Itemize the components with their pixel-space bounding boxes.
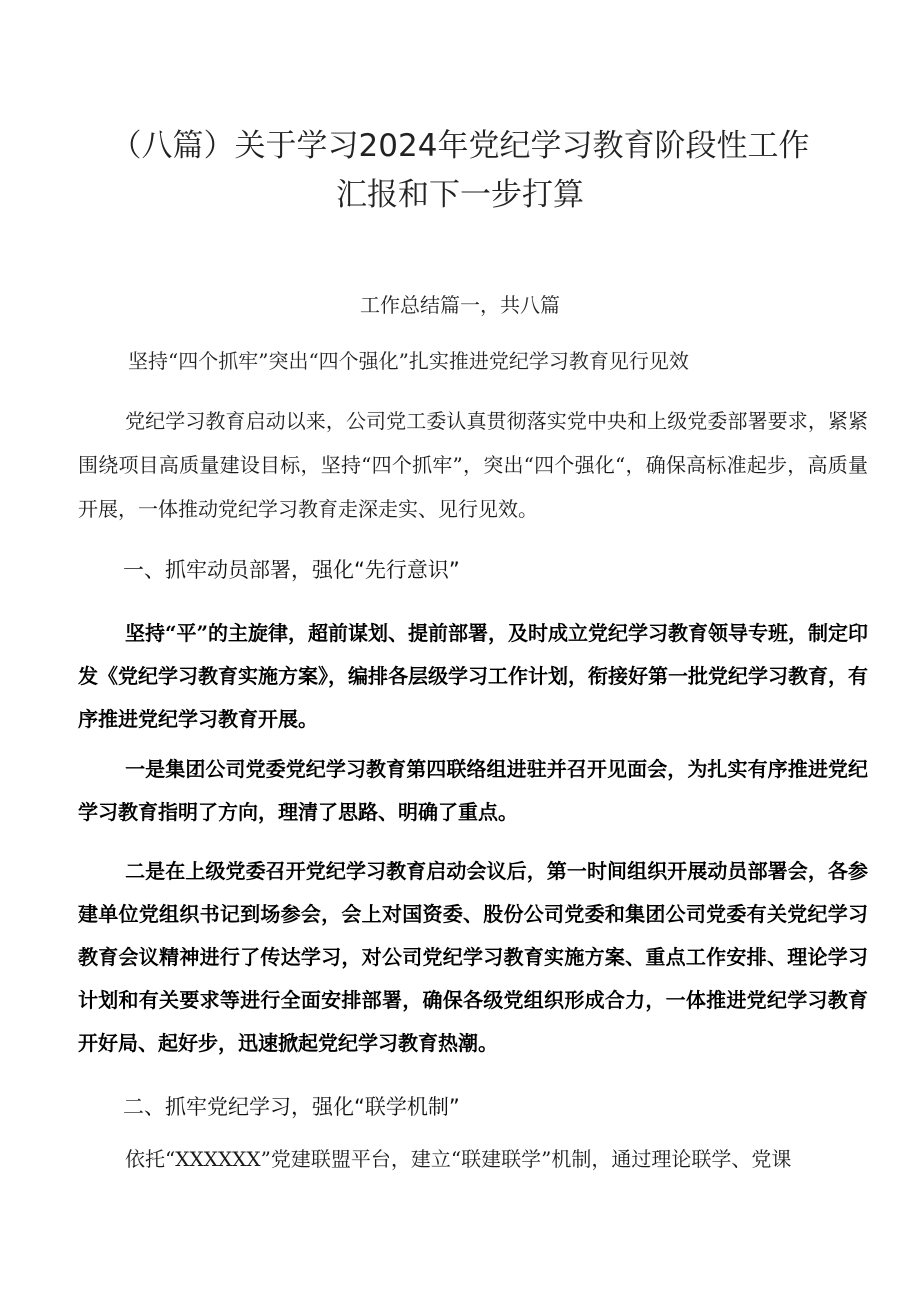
section-1-paragraph-1-text: 坚持“平”的主旋律，超前谋划、提前部署，及时成立党纪学习教育领导专班，制定印发《党纪学习教育实施方案》，编排各层级学习工作计划，衔接好第一批党纪学习教育，有序推进党纪学习教育开展。 bbox=[78, 621, 869, 731]
section-heading-1: 一、抓牢动员部署，强化“先行意识” bbox=[123, 558, 460, 582]
section-2-paragraph-1-text: 依托“XXXXXX”党建联盟平台，建立“联建联学”机制，通过理论联学、党课 bbox=[125, 1147, 792, 1171]
intro-paragraph bbox=[78, 399, 868, 531]
section-1-paragraph-3-text: 二是在上级党委召开党纪学习教育启动会议后，第一时间组织开展动员部署会，各参建单位党组织书记到场参会，会上对国资委、股份公司党委和集团公司党委有关党纪学习教育会议精神进行了传达学习，对公司党纪学习教育实施方案、重点工作安排、理论学习计划和有关要求等进行全面安排部署，确保各级党组织形成合力，一体推进党纪学习教育开好局、起好步，迅速掀起党纪学习教育热潮。 bbox=[78, 859, 868, 1055]
document-slogan: 坚持“四个抓牢”突出“四个强化”扎实推进党纪学习教育见行见效 bbox=[128, 349, 689, 373]
section-heading-2: 二、抓牢党纪学习，强化“联学机制” bbox=[123, 1095, 460, 1119]
section-1-paragraph-1 bbox=[78, 612, 868, 741]
intro-paragraph-text: 党纪学习教育启动以来，公司党工委认真贯彻落实党中央和上级党委部署要求，紧紧围绕项目高质量建设目标，坚持“四个抓牢”，突出“四个强化“，确保高标准起步，高质量开展，一体推动党纪学习教育走深走实、见行见效。 bbox=[78, 409, 868, 521]
section-2-paragraph-1 bbox=[78, 1138, 868, 1181]
document-title-line-1: （八篇）关于学习2024年党纪学习教育阶段性工作 bbox=[110, 128, 810, 164]
document-title-line-2: 汇报和下一步打算 bbox=[336, 177, 584, 213]
section-1-paragraph-2 bbox=[78, 748, 868, 834]
section-1-paragraph-2-text: 一是集团公司党委党纪学习教育第四联络组进驻并召开见面会，为扎实有序推进党纪学习教育指明了方向，理清了思路、明确了重点。 bbox=[78, 757, 868, 824]
section-1-paragraph-3 bbox=[78, 850, 868, 1065]
document-subtitle: 工作总结篇一，共八篇 bbox=[360, 293, 560, 317]
